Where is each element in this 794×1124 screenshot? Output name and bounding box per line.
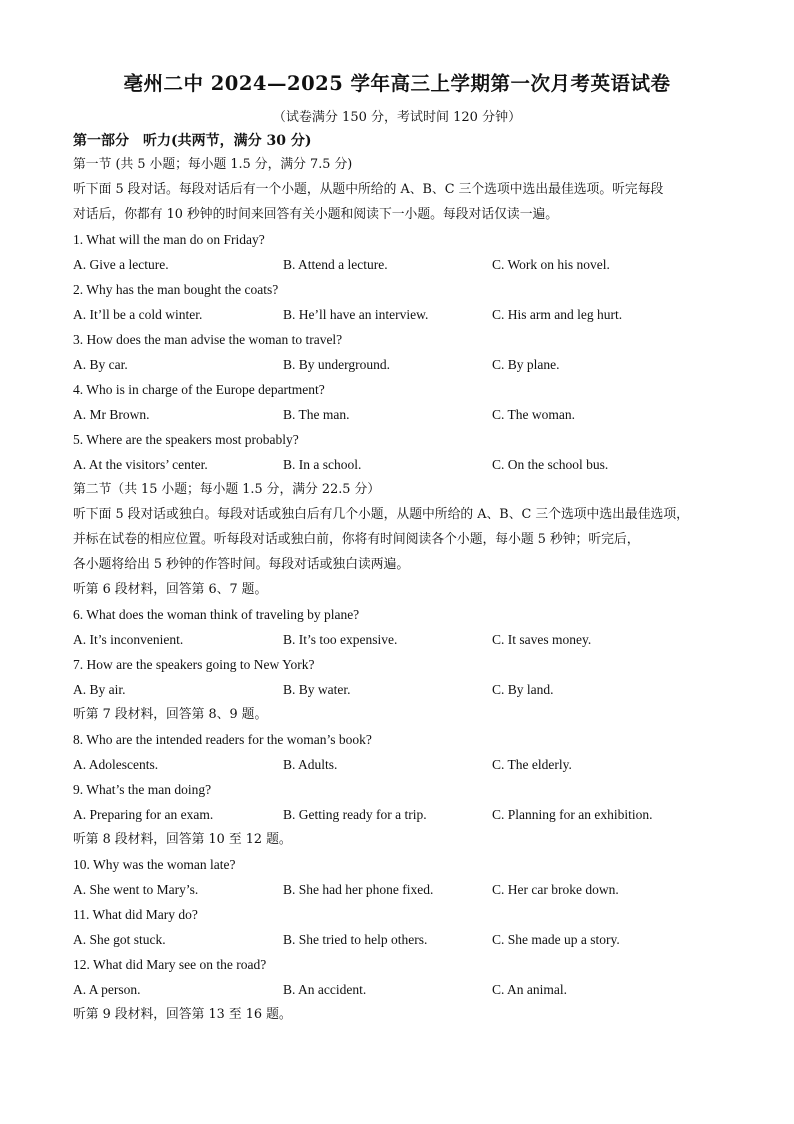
part-heading: 第一部分 听力(共两节，满分 30 分) — [73, 133, 312, 149]
material-note: 听第 6 段材料，回答第 6、7 题。 — [73, 582, 268, 597]
material-note: 听第 7 段材料，回答第 8、9 题。 — [73, 707, 268, 722]
option-a: A. By car. — [73, 357, 128, 372]
section-heading: 第一节 (共 5 小题；每小题 1.5 分，满分 7.5 分) — [73, 157, 353, 172]
instruction-line: 听下面 5 段对话。每段对话后有一个小题，从题中所给的 A、B、C 三个选项中选出最佳选项。听完每段 — [73, 182, 664, 197]
material-note: 听第 9 段材料，回答第 13 至 16 题。 — [73, 1007, 292, 1022]
option-c: C. An animal. — [492, 982, 567, 997]
option-b: B. By water. — [283, 682, 351, 697]
question-stem: 9. What’s the man doing? — [73, 782, 212, 797]
option-b: B. It’s too expensive. — [283, 632, 398, 647]
question-stem: 11. What did Mary do? — [73, 907, 198, 922]
question-stem: 1. What will the man do on Friday? — [73, 232, 265, 247]
option-a: A. Mr Brown. — [73, 407, 150, 422]
material-note: 听第 8 段材料，回答第 10 至 12 题。 — [73, 832, 292, 847]
option-b: B. Attend a lecture. — [283, 257, 388, 272]
option-a: A. It’ll be a cold winter. — [73, 307, 203, 322]
question-stem: 7. How are the speakers going to New York? — [73, 657, 315, 672]
option-c: C. His arm and leg hurt. — [492, 307, 623, 322]
question-stem: 2. Why has the man bought the coats? — [73, 282, 279, 297]
question-stem: 3. How does the man advise the woman to travel? — [73, 332, 343, 347]
option-c: C. Work on his novel. — [492, 257, 610, 272]
option-a: A. She went to Mary’s. — [73, 882, 199, 897]
option-b: B. She tried to help others. — [283, 932, 428, 947]
section-heading: 第二节（共 15 小题；每小题 1.5 分，满分 22.5 分） — [73, 482, 381, 497]
page-title: 亳州二中 2024—2025 学年高三上学期第一次月考英语试卷 — [123, 72, 671, 95]
option-b: B. She had her phone fixed. — [283, 882, 434, 897]
option-a: A. Preparing for an exam. — [73, 807, 214, 822]
option-c: C. By land. — [492, 682, 554, 697]
option-a: A. Give a lecture. — [73, 257, 169, 272]
option-c: C. It saves money. — [492, 632, 592, 647]
option-c: C. Her car broke down. — [492, 882, 619, 897]
option-b: B. He’ll have an interview. — [283, 307, 429, 322]
instruction-line: 听下面 5 段对话或独白。每段对话或独白后有几个小题，从题中所给的 A、B、C 三个选项中选出最佳选项， — [73, 507, 689, 522]
option-a: A. She got stuck. — [73, 932, 166, 947]
question-stem: 5. Where are the speakers most probably? — [73, 432, 299, 447]
option-c: C. She made up a story. — [492, 932, 620, 947]
option-b: B. In a school. — [283, 457, 362, 472]
option-a: A. Adolescents. — [73, 757, 159, 772]
option-a: A. It’s inconvenient. — [73, 632, 184, 647]
question-stem: 12. What did Mary see on the road? — [73, 957, 267, 972]
option-c: C. The elderly. — [492, 757, 572, 772]
instruction-line: 对话后，你都有 10 秒钟的时间来回答有关小题和阅读下一小题。每段对话仅读一遍。 — [73, 207, 559, 222]
option-b: B. Adults. — [283, 757, 338, 772]
option-b: B. Getting ready for a trip. — [283, 807, 427, 822]
instruction-line: 并标在试卷的相应位置。听每段对话或独白前，你将有时间阅读各个小题，每小题 5 秒钟；听完后， — [73, 532, 640, 547]
option-b: B. An accident. — [283, 982, 367, 997]
question-stem: 6. What does the woman think of traveling by plane? — [73, 607, 360, 622]
option-c: C. By plane. — [492, 357, 560, 372]
instruction-line: 各小题将给出 5 秒钟的作答时间。每段对话或独白读两遍。 — [73, 557, 410, 572]
exam-info: （试卷满分 150 分，考试时间 120 分钟） — [272, 110, 522, 125]
option-a: A. At the visitors’ center. — [73, 457, 208, 472]
option-a: A. By air. — [73, 682, 126, 697]
option-c: C. The woman. — [492, 407, 575, 422]
question-stem: 4. Who is in charge of the Europe department? — [73, 382, 325, 397]
question-stem: 8. Who are the intended readers for the woman’s book? — [73, 732, 372, 747]
question-stem: 10. Why was the woman late? — [73, 857, 236, 872]
option-b: B. By underground. — [283, 357, 390, 372]
option-a: A. A person. — [73, 982, 141, 997]
option-c: C. On the school bus. — [492, 457, 609, 472]
option-b: B. The man. — [283, 407, 350, 422]
option-c: C. Planning for an exhibition. — [492, 807, 653, 822]
